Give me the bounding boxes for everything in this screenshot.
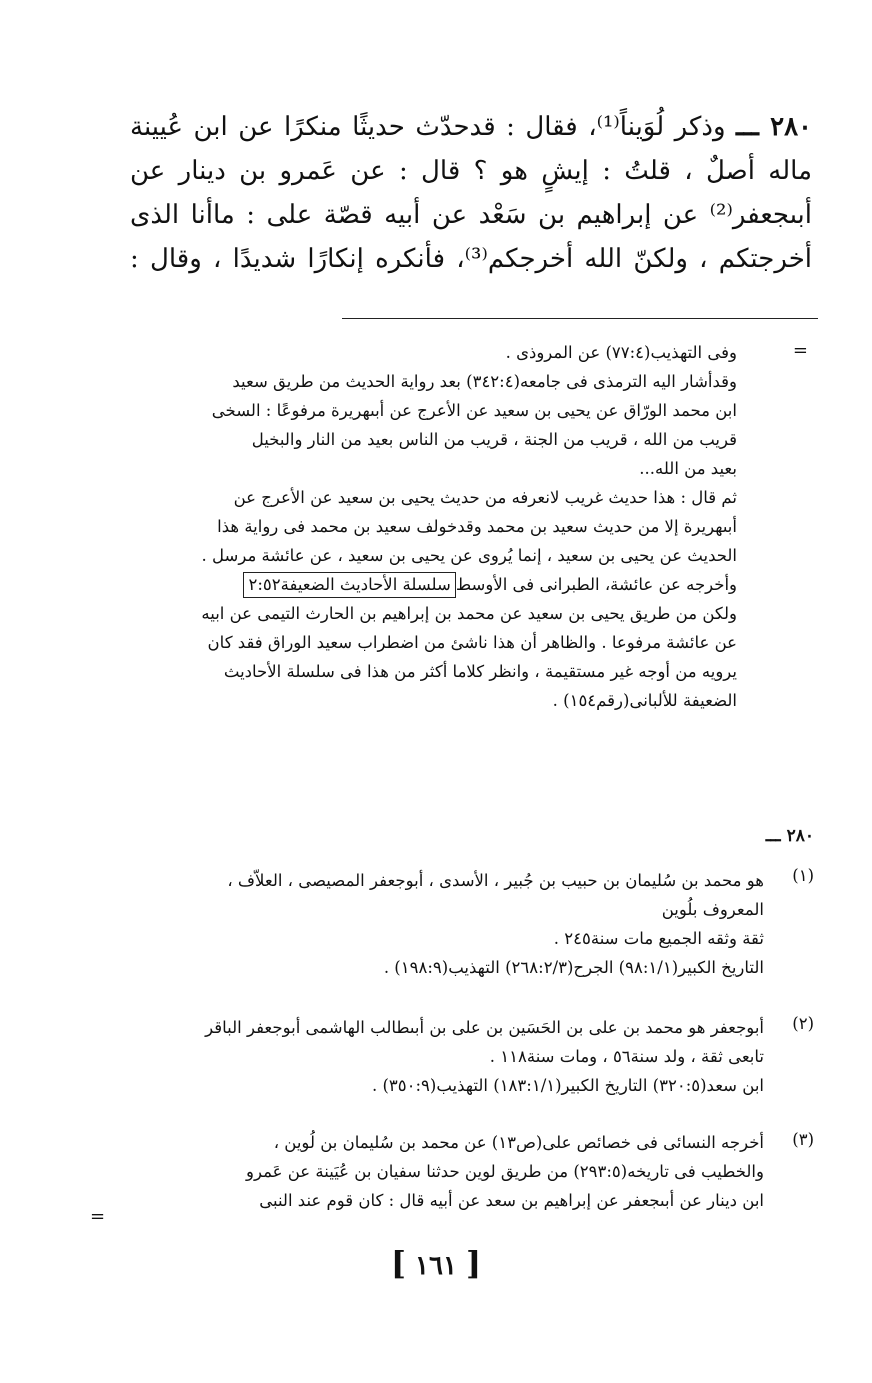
main-line: أخرجتكم ، ولكنّ الله أخرجكم⁽³⁾، فأنكره إنكارًا شديدًا ، وقال :	[130, 244, 812, 274]
page-number	[0, 1244, 872, 1282]
bracketed-reference: سلسلة الأحاديث الضعيفة٢:٥٢	[243, 572, 455, 598]
note-3	[64, 1128, 764, 1215]
main-paragraph	[130, 105, 812, 281]
notes-heading: ٢٨٠ ـــ	[765, 826, 814, 846]
main-line: ٢٨٠ ـــ وذكر لُوَيناً⁽¹⁾، فقال : قدحدّث حديثًا منكرًا عن ابن عُيينة	[130, 112, 813, 142]
note-line: ثقة وثقه الجميع مات سنة٢٤٥ .	[553, 929, 764, 948]
entry-number: ٢٨٠ ـــ	[735, 112, 813, 142]
footnote-line: بعيد من الله...	[639, 459, 737, 478]
footnote-line: وأخرجه عن عائشة، الطبرانى فى الأوسطسلسلة الأحاديث الضعيفة٢:٥٢	[55, 570, 737, 599]
page-number-bracket-open: [	[390, 1244, 406, 1282]
note-line: المعروف بلُوين	[661, 900, 764, 919]
main-line: ماله أصلٌ ، قلتُ : إيشٍ هو ؟ قال : عن عَمرو بن دينار عن	[130, 156, 812, 186]
page-number-bracket-close: ]	[466, 1244, 482, 1282]
note-1	[64, 866, 764, 982]
footnote-line: ثم قال : هذا حديث غريب لانعرفه من حديث يحيى بن سعيد عن الأعرج عن	[233, 488, 737, 507]
note-line: هو محمد بن سُليمان بن حبيب بن جُبير ، الأسدى ، أبوجعفر المصيصى ، العلاّف ،	[227, 871, 764, 890]
note-line: أخرجه النسائى فى خصائص على(ص١٣) عن محمد بن سُليمان بن لُوين ،	[273, 1133, 764, 1152]
note-line: التاريخ الكبير(٩٨:١/١) الجرح(٢٦٨:٢/٣) التهذيب(١٩٨:٩) .	[383, 958, 764, 977]
continued-footnote	[55, 338, 737, 715]
note-number: (٣)	[792, 1130, 814, 1149]
page-number-value: ١٦١	[415, 1251, 457, 1281]
note-number: (١)	[792, 866, 814, 885]
footnote-line: الضعيفة للألبانى(رقم١٥٤) .	[552, 691, 737, 710]
footnote-separator	[342, 318, 818, 319]
footnote-line: قريب من الله ، قريب من الجنة ، قريب من الناس بعيد من النار والبخيل	[251, 430, 737, 449]
footnote-line: ابن محمد الورّاق عن يحيى بن سعيد عن الأعرج عن أبىهريرة مرفوعًا : السخى	[211, 401, 737, 420]
footnote-line: وفى التهذيب(٧٧:٤) عن المروذى .	[505, 343, 737, 362]
continuation-mark: =	[90, 1206, 106, 1227]
note-2	[64, 1013, 764, 1100]
footnote-line: أبىهريرة إلا من حديث سعيد بن محمد وقدخولف سعيد بن محمد فى رواية هذا	[217, 517, 737, 536]
note-line: ابن دينار عن أبىجعفر عن إبراهيم بن سعد عن أبيه قال : كان قوم عند النبى	[259, 1191, 764, 1210]
note-line: ابن سعد(٣٢٠:٥) التاريخ الكبير(١٨٣:١/١) التهذيب(٣٥٠:٩) .	[371, 1076, 764, 1095]
footnote-line: الحديث عن يحيى بن سعيد ، إنما يُروى عن يحيى بن سعيد ، عن عائشة مرسل .	[201, 546, 737, 565]
note-line: والخطيب فى تاريخه(٢٩٣:٥) من طريق لوين حدثنا سفيان بن عُيَينة عن عَمرو	[246, 1162, 764, 1181]
footnote-line: عن عائشة مرفوعا . والظاهر أن هذا ناشئ من اضطراب سعيد الوراق فقد كان	[207, 633, 737, 652]
note-line: تابعى ثقة ، ولد سنة٥٦ ، ومات سنة١١٨ .	[489, 1047, 764, 1066]
note-line: أبوجعفر هو محمد بن على بن الحَسَين بن على بن أبىطالب الهاشمى أبوجعفر الباقر	[205, 1018, 764, 1037]
main-line: أبىجعفر⁽²⁾ عن إبراهيم بن سَعْد عن أبيه قصّة على : ماأنا الذى	[130, 200, 812, 230]
note-number: (٢)	[792, 1014, 814, 1033]
continuation-mark: =	[792, 340, 808, 361]
footnote-line: وقدأشار اليه الترمذى فى جامعه(٣٤٢:٤) بعد رواية الحديث من طريق سعيد	[232, 372, 737, 391]
footnote-line: يرويه من أوجه غير مستقيمة ، وانظر كلاما أكثر من هذا فى سلسلة الأحاديث	[223, 662, 737, 681]
footnote-line: ولكن من طريق يحيى بن سعيد عن محمد بن إبراهيم بن الحارث التيمى عن ابيه	[201, 604, 737, 623]
